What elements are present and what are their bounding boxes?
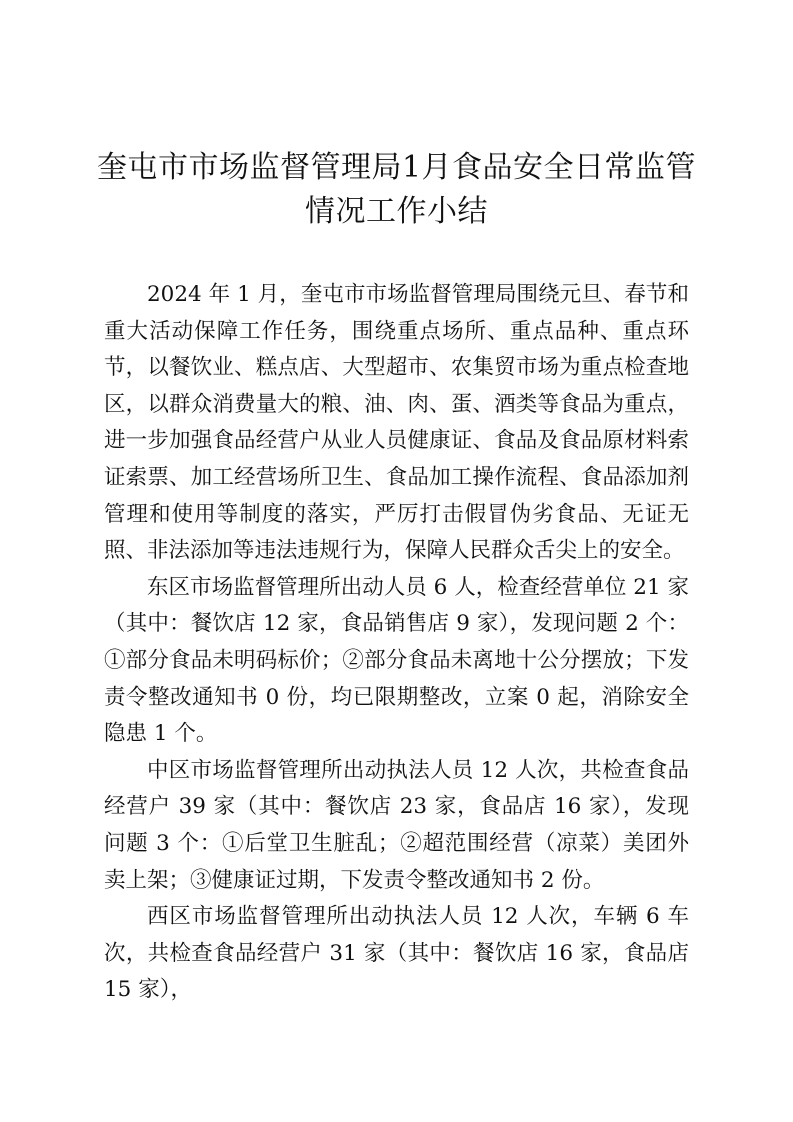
paragraph-central-district: 中区市场监督管理所出动执法人员 12 人次，共检查食品经营户 39 家（其中：餐饮店 23 家，食品店 16 家），发现问题 3 个：①后堂卫生脏乱；②超范围经营（凉菜）美团外卖上架；③健康证过期，下发责令整改通知书 2 份。 (104, 757, 689, 893)
document-title-line-2: 情况工作小结 (305, 194, 488, 229)
paragraph-east-district: 东区市场监督管理所出动人员 6 人，检查经营单位 21 家（其中：餐饮店 12 家，食品销售店 9 家），发现问题 2 个：①部分食品未明码标价；②部分食品未离地十公分摆放；下发责令整改通知书 0 份，均已限期整改，立案 0 起，消除安全隐患 1 个。 (104, 574, 689, 747)
document-title-line-1: 奎屯市市场监督管理局1月食品安全日常监管 (96, 150, 697, 185)
paragraph-west-district: 西区市场监督管理所出动执法人员 12 人次，车辆 6 车次，共检查食品经营户 31 家（其中：餐饮店 16 家，食品店 15 家）， (104, 904, 689, 1003)
document-body (104, 277, 689, 1009)
paragraph-intro: 2024 年 1 月，奎屯市市场监督管理局围绕元旦、春节和重大活动保障工作任务，围绕重点场所、重点品种、重点环节，以餐饮业、糕点店、大型超市、农集贸市场为重点检查地区，以群众消费量大的粮、油、肉、蛋、酒类等食品为重点，进一步加强食品经营户从业人员健康证、食品及食品原材料索证索票、加工经营场所卫生、食品加工操作流程、食品添加剂管理和使用等制度的落实，严厉打击假冒伪劣食品、无证无照、非法添加等违法违规行为，保障人民群众舌尖上的安全。 (104, 282, 689, 564)
